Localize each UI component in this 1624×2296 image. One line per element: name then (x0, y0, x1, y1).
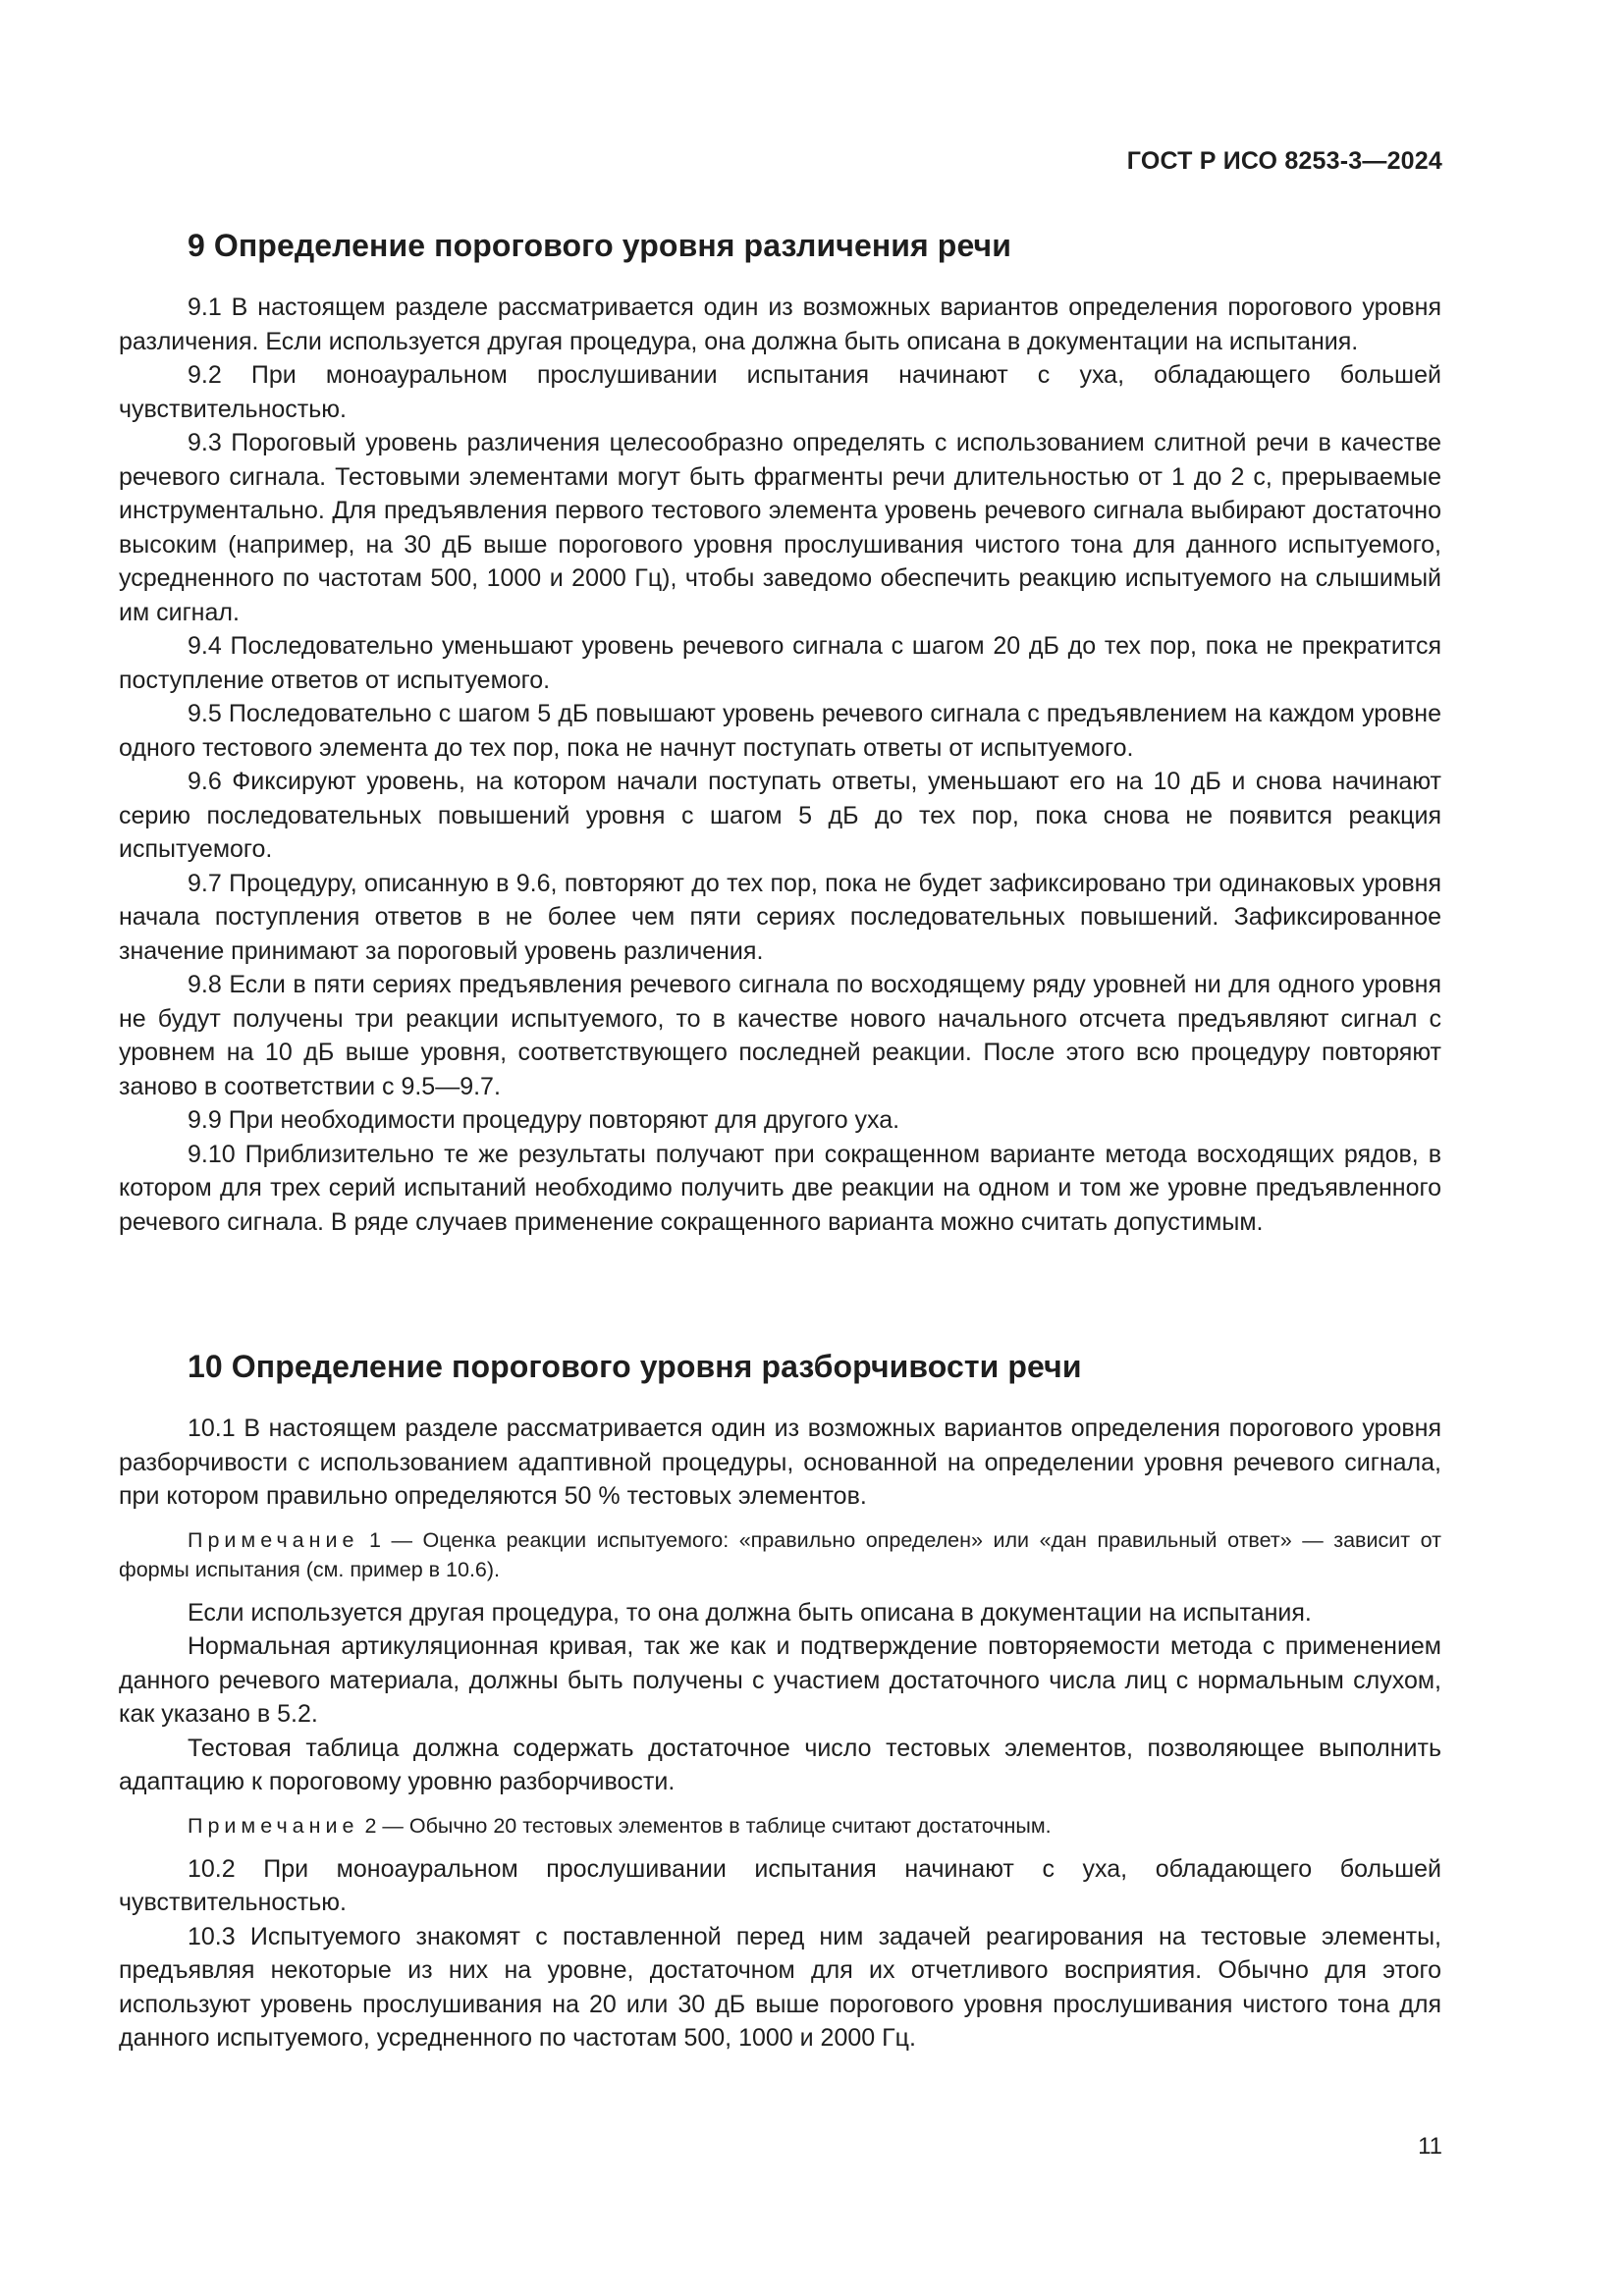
paragraph-articulation-curve: Нормальная артикуляционная кривая, так же как и подтверждение повторяемости метода с применением данного речевого материала, должны быть получены с участием достаточного числа лиц с нормальным слухом, как указано в 5.2. (119, 1632, 1441, 1728)
paragraph-test-table: Тестовая таблица должна содержать достаточное число тестовых элементов, позволяющее выполнить адаптацию к пороговому уровню разборчивости. (119, 1734, 1441, 1795)
paragraph-9-6: 9.6 Фиксируют уровень, на котором начали поступать ответы, уменьшают его на 10 дБ и снова начинают серию последовательных повышений уровня с шагом 5 дБ до тех пор, пока снова не появится реакция испытуемого. (119, 768, 1441, 863)
section-9 (119, 226, 1441, 1239)
paragraph-10-2: 10.2 При моноауральном прослушивании испытания начинают с уха, обладающего большей чувствительностью. (119, 1854, 1441, 1916)
note-2 (119, 1811, 1441, 1841)
paragraph-9-3: 9.3 Пороговый уровень различения целесообразно определять с использованием слитной речи в качестве речевого сигнала. Тестовыми элементами могут быть фрагменты речи длительностью от 1 до 2 с, прерываемые инструментально. Для предъявления первого тестового элемента уровень речевого сигнала выбирают достаточно высоким (например, на 30 дБ выше порогового уровня прослушивания чистого тона для данного испытуемого, усредненного по частотам 500, 1000 и 2000 Гц), чтобы заведомо обеспечить реакцию испытуемого на слышимый им сигнал. (119, 429, 1441, 626)
paragraph-10-1: 10.1 В настоящем разделе рассматривается один из возможных вариантов определения порогового уровня разборчивости с использованием адаптивной процедуры, основанной на определении уровня речевого сигнала, при котором правильно определяются 50 % тестовых элементов. (119, 1415, 1441, 1510)
section-9-title: 9 Определение порогового уровня различения речи (188, 228, 1011, 263)
note-1 (119, 1525, 1441, 1584)
note-1-text: 1 — Оценка реакции испытуемого: «правильно определен» или «дан правильный ответ» — зависит от формы испытания (см. пример в 10.6). (119, 1527, 1441, 1581)
document-code: ГОСТ Р ИСО 8253-3—2024 (1126, 147, 1442, 175)
page-number: 11 (1418, 2133, 1442, 2160)
note-1-label: Примечание (188, 1527, 359, 1552)
note-2-text: 2 — Обычно 20 тестовых элементов в таблице считают достаточным. (364, 1813, 1052, 1838)
paragraph-9-10: 9.10 Приблизительно те же результаты получают при сокращенном варианте метода восходящих рядов, в котором для трех серий испытаний необходимо получить две реакции на одном и том же уровне предъявленного речевого сигнала. В ряде случаев применение сокращенного варианта можно считать допустимым. (119, 1140, 1441, 1236)
paragraph-9-4: 9.4 Последовательно уменьшают уровень речевого сигнала с шагом 20 дБ до тех пор, пока не прекратится поступление ответов от испытуемого. (119, 632, 1441, 694)
note-2-label: Примечание (188, 1813, 359, 1838)
paragraph-10-3: 10.3 Испытуемого знакомят с поставленной перед ним задачей реагирования на тестовые элементы, предъявляя некоторые из них на уровне, достаточном для их отчетливого восприятия. Обычно для этого используют уровень прослушивания на 20 или 30 дБ выше порогового уровня прослушивания чистого тона для данного испытуемого, усредненного по частотам 500, 1000 и 2000 Гц. (119, 1922, 1441, 2052)
paragraph-9-2: 9.2 При моноауральном прослушивании испытания начинают с уха, обладающего большей чувствительностью. (119, 361, 1441, 423)
paragraph-9-9: 9.9 При необходимости процедуру повторяют для другого уха. (188, 1106, 900, 1134)
paragraph-other-procedure: Если используется другая процедура, то она должна быть описана в документации на испытания. (188, 1598, 1312, 1627)
paragraph-9-5: 9.5 Последовательно с шагом 5 дБ повышают уровень речевого сигнала с предъявлением на каждом уровне одного тестового элемента до тех пор, пока не начнут поступать ответы от испытуемого. (119, 700, 1441, 762)
section-10-title: 10 Определение порогового уровня разборчивости речи (188, 1349, 1082, 1384)
paragraph-9-8: 9.8 Если в пяти сериях предъявления речевого сигнала по восходящему ряду уровней ни для одного уровня не будут получены три реакции испытуемого, то в качестве нового начального отсчета предъявляют сигнал с уровнем на 10 дБ выше уровня, соответствующего последней реакции. После этого всю процедуру повторяют заново в соответствии с 9.5—9.7. (119, 971, 1441, 1100)
paragraph-9-7: 9.7 Процедуру, описанную в 9.6, повторяют до тех пор, пока не будет зафиксировано три одинаковых уровня начала поступления ответов в не более чем пяти сериях последовательных повышений. Зафиксированное значение принимают за пороговый уровень различения. (119, 869, 1441, 965)
section-10 (119, 1347, 1441, 2056)
paragraph-9-1: 9.1 В настоящем разделе рассматривается один из возможных вариантов определения порогового уровня различения. Если используется другая процедура, она должна быть описана в документации на испытания. (119, 294, 1441, 355)
